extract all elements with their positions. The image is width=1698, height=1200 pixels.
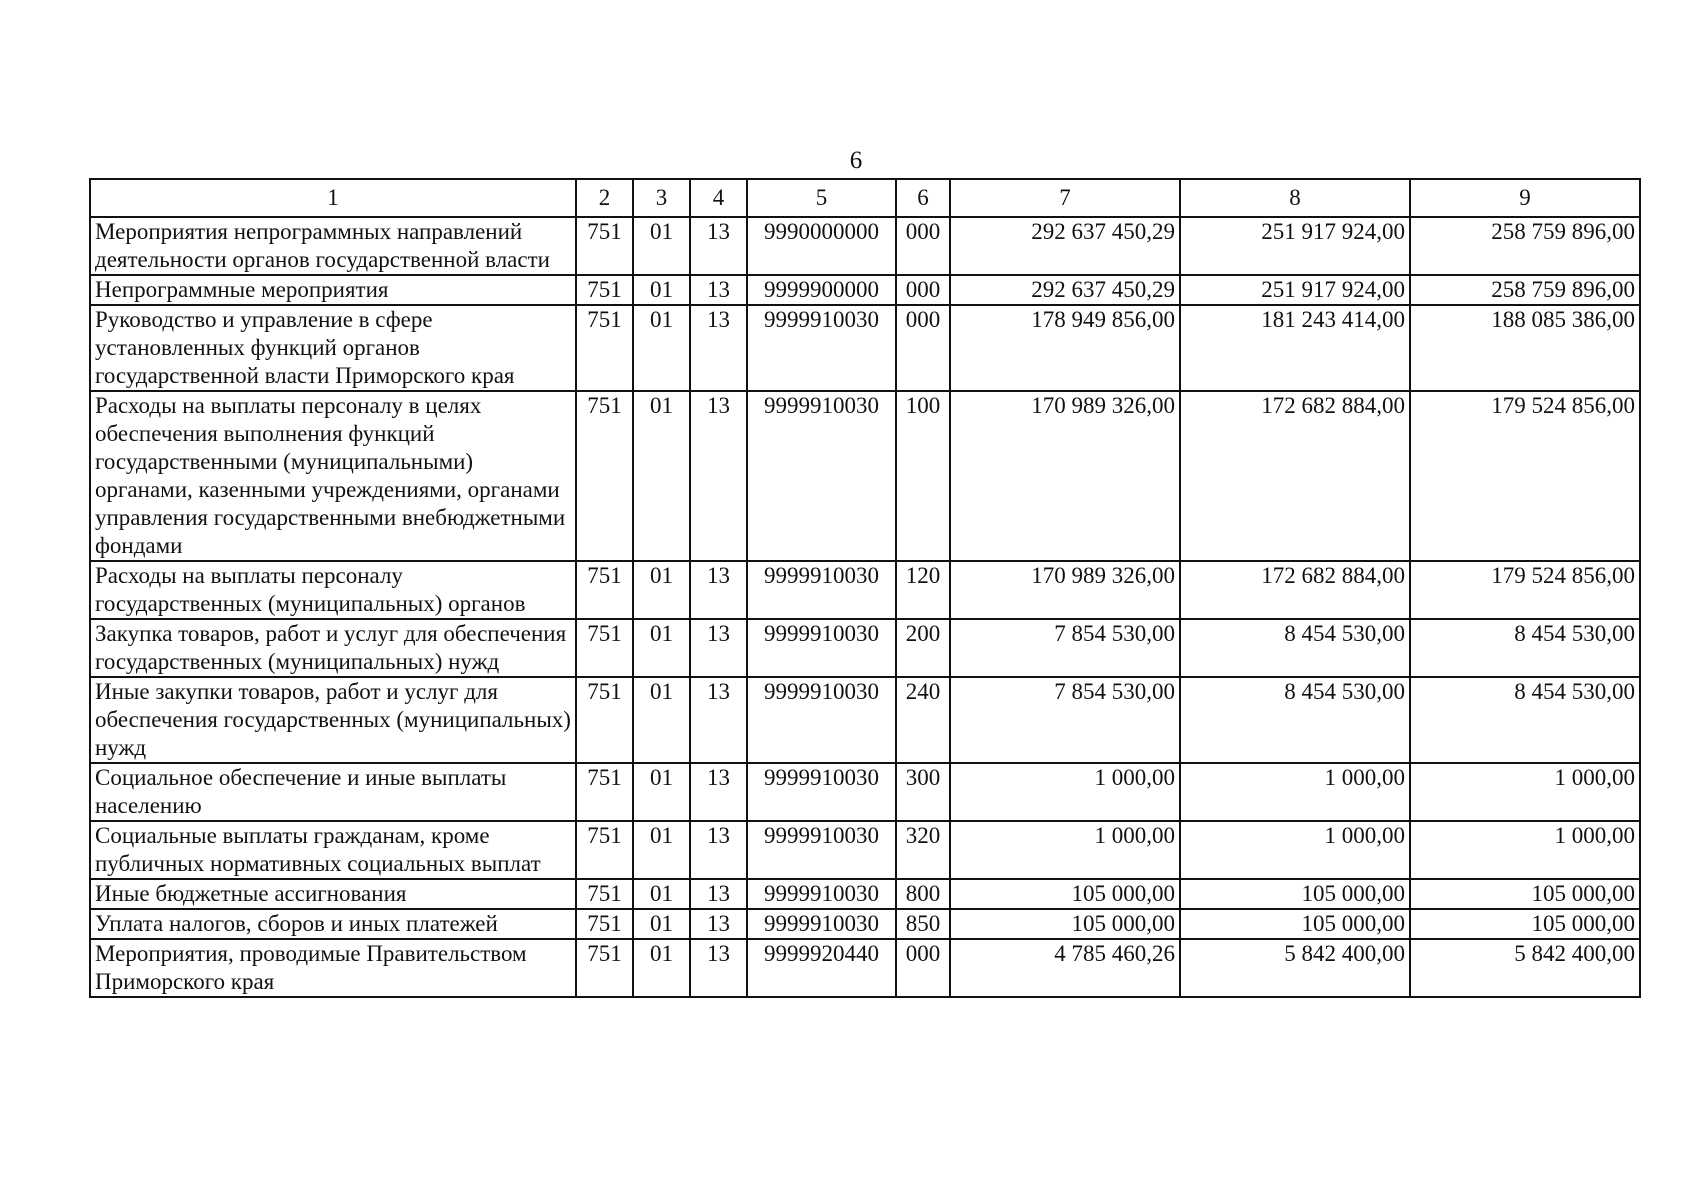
admin-code: 751 [576,217,633,275]
section-code: 01 [633,305,690,391]
amount-col8: 172 682 884,00 [1180,391,1410,561]
target-article-code: 9999910030 [747,879,896,909]
subsection-code: 13 [690,391,747,561]
amount-col9: 105 000,00 [1410,909,1640,939]
section-code: 01 [633,763,690,821]
admin-code: 751 [576,939,633,997]
section-code: 01 [633,821,690,879]
admin-code: 751 [576,275,633,305]
table-row [90,391,1640,561]
row-name: Руководство и управление в сфере установленных функций органов государственной власти Приморского края [90,305,576,391]
amount-col8: 1 000,00 [1180,821,1410,879]
target-article-code: 9990000000 [747,217,896,275]
row-name: Расходы на выплаты персоналу в целях обеспечения выполнения функций государственными (муниципальными) органами, казенными учреждениями, органами управления государственными внебюджетными фондами [90,391,576,561]
target-article-code: 9999910030 [747,561,896,619]
column-header: 2 [576,179,633,217]
column-header: 1 [90,179,576,217]
amount-col7: 7 854 530,00 [950,619,1180,677]
column-header: 7 [950,179,1180,217]
table-body [90,217,1640,997]
subsection-code: 13 [690,909,747,939]
row-name: Иные закупки товаров, работ и услуг для обеспечения государственных (муниципальных) нужд [90,677,576,763]
table-row [90,879,1640,909]
row-name: Социальные выплаты гражданам, кроме публичных нормативных социальных выплат [90,821,576,879]
table-row [90,763,1640,821]
amount-col8: 251 917 924,00 [1180,217,1410,275]
amount-col9: 105 000,00 [1410,879,1640,909]
table-row [90,217,1640,275]
subsection-code: 13 [690,763,747,821]
row-name: Социальное обеспечение и иные выплаты населению [90,763,576,821]
admin-code: 751 [576,763,633,821]
amount-col7: 292 637 450,29 [950,217,1180,275]
column-header: 5 [747,179,896,217]
amount-col9: 179 524 856,00 [1410,391,1640,561]
section-code: 01 [633,561,690,619]
subsection-code: 13 [690,305,747,391]
amount-col8: 105 000,00 [1180,879,1410,909]
expense-type-code: 320 [896,821,950,879]
amount-col9: 258 759 896,00 [1410,217,1640,275]
expense-type-code: 800 [896,879,950,909]
section-code: 01 [633,619,690,677]
section-code: 01 [633,391,690,561]
column-header: 9 [1410,179,1640,217]
amount-col9: 179 524 856,00 [1410,561,1640,619]
amount-col8: 8 454 530,00 [1180,677,1410,763]
amount-col7: 292 637 450,29 [950,275,1180,305]
column-header: 4 [690,179,747,217]
amount-col7: 170 989 326,00 [950,391,1180,561]
amount-col7: 1 000,00 [950,821,1180,879]
row-name: Мероприятия, проводимые Правительством Приморского края [90,939,576,997]
expense-type-code: 200 [896,619,950,677]
expense-type-code: 000 [896,305,950,391]
amount-col8: 1 000,00 [1180,763,1410,821]
expense-type-code: 120 [896,561,950,619]
amount-col7: 170 989 326,00 [950,561,1180,619]
subsection-code: 13 [690,677,747,763]
subsection-code: 13 [690,939,747,997]
expense-type-code: 100 [896,391,950,561]
table-row [90,561,1640,619]
row-name: Расходы на выплаты персоналу государственных (муниципальных) органов [90,561,576,619]
column-header: 3 [633,179,690,217]
header-row [90,179,1640,217]
expense-type-code: 300 [896,763,950,821]
target-article-code: 9999920440 [747,939,896,997]
target-article-code: 9999910030 [747,677,896,763]
table-row [90,821,1640,879]
expense-type-code: 000 [896,217,950,275]
expense-type-code: 240 [896,677,950,763]
target-article-code: 9999900000 [747,275,896,305]
amount-col7: 4 785 460,26 [950,939,1180,997]
amount-col9: 188 085 386,00 [1410,305,1640,391]
row-name: Иные бюджетные ассигнования [90,879,576,909]
column-header: 6 [896,179,950,217]
subsection-code: 13 [690,217,747,275]
amount-col8: 172 682 884,00 [1180,561,1410,619]
table-row [90,939,1640,997]
table-row [90,305,1640,391]
target-article-code: 9999910030 [747,763,896,821]
section-code: 01 [633,677,690,763]
subsection-code: 13 [690,275,747,305]
admin-code: 751 [576,677,633,763]
target-article-code: 9999910030 [747,391,896,561]
page-number: 6 [849,147,863,174]
amount-col7: 178 949 856,00 [950,305,1180,391]
target-article-code: 9999910030 [747,909,896,939]
row-name: Непрограммные мероприятия [90,275,576,305]
section-code: 01 [633,879,690,909]
admin-code: 751 [576,821,633,879]
section-code: 01 [633,909,690,939]
subsection-code: 13 [690,821,747,879]
amount-col9: 5 842 400,00 [1410,939,1640,997]
amount-col9: 1 000,00 [1410,821,1640,879]
amount-col8: 5 842 400,00 [1180,939,1410,997]
subsection-code: 13 [690,561,747,619]
table-row [90,275,1640,305]
budget-table [89,178,1641,998]
target-article-code: 9999910030 [747,305,896,391]
row-name: Мероприятия непрограммных направлений деятельности органов государственной власти [90,217,576,275]
subsection-code: 13 [690,879,747,909]
amount-col9: 8 454 530,00 [1410,677,1640,763]
amount-col8: 105 000,00 [1180,909,1410,939]
table-header [90,179,1640,217]
admin-code: 751 [576,305,633,391]
amount-col7: 1 000,00 [950,763,1180,821]
section-code: 01 [633,275,690,305]
amount-col7: 105 000,00 [950,909,1180,939]
section-code: 01 [633,217,690,275]
table-row [90,619,1640,677]
table-row [90,909,1640,939]
column-header: 8 [1180,179,1410,217]
row-name: Уплата налогов, сборов и иных платежей [90,909,576,939]
expense-type-code: 000 [896,939,950,997]
amount-col8: 251 917 924,00 [1180,275,1410,305]
amount-col8: 181 243 414,00 [1180,305,1410,391]
amount-col7: 7 854 530,00 [950,677,1180,763]
admin-code: 751 [576,909,633,939]
admin-code: 751 [576,619,633,677]
table-row [90,677,1640,763]
target-article-code: 9999910030 [747,619,896,677]
target-article-code: 9999910030 [747,821,896,879]
row-name: Закупка товаров, работ и услуг для обеспечения государственных (муниципальных) нужд [90,619,576,677]
amount-col9: 8 454 530,00 [1410,619,1640,677]
amount-col9: 258 759 896,00 [1410,275,1640,305]
amount-col9: 1 000,00 [1410,763,1640,821]
admin-code: 751 [576,879,633,909]
expense-type-code: 000 [896,275,950,305]
admin-code: 751 [576,391,633,561]
amount-col8: 8 454 530,00 [1180,619,1410,677]
subsection-code: 13 [690,619,747,677]
section-code: 01 [633,939,690,997]
amount-col7: 105 000,00 [950,879,1180,909]
expense-type-code: 850 [896,909,950,939]
admin-code: 751 [576,561,633,619]
